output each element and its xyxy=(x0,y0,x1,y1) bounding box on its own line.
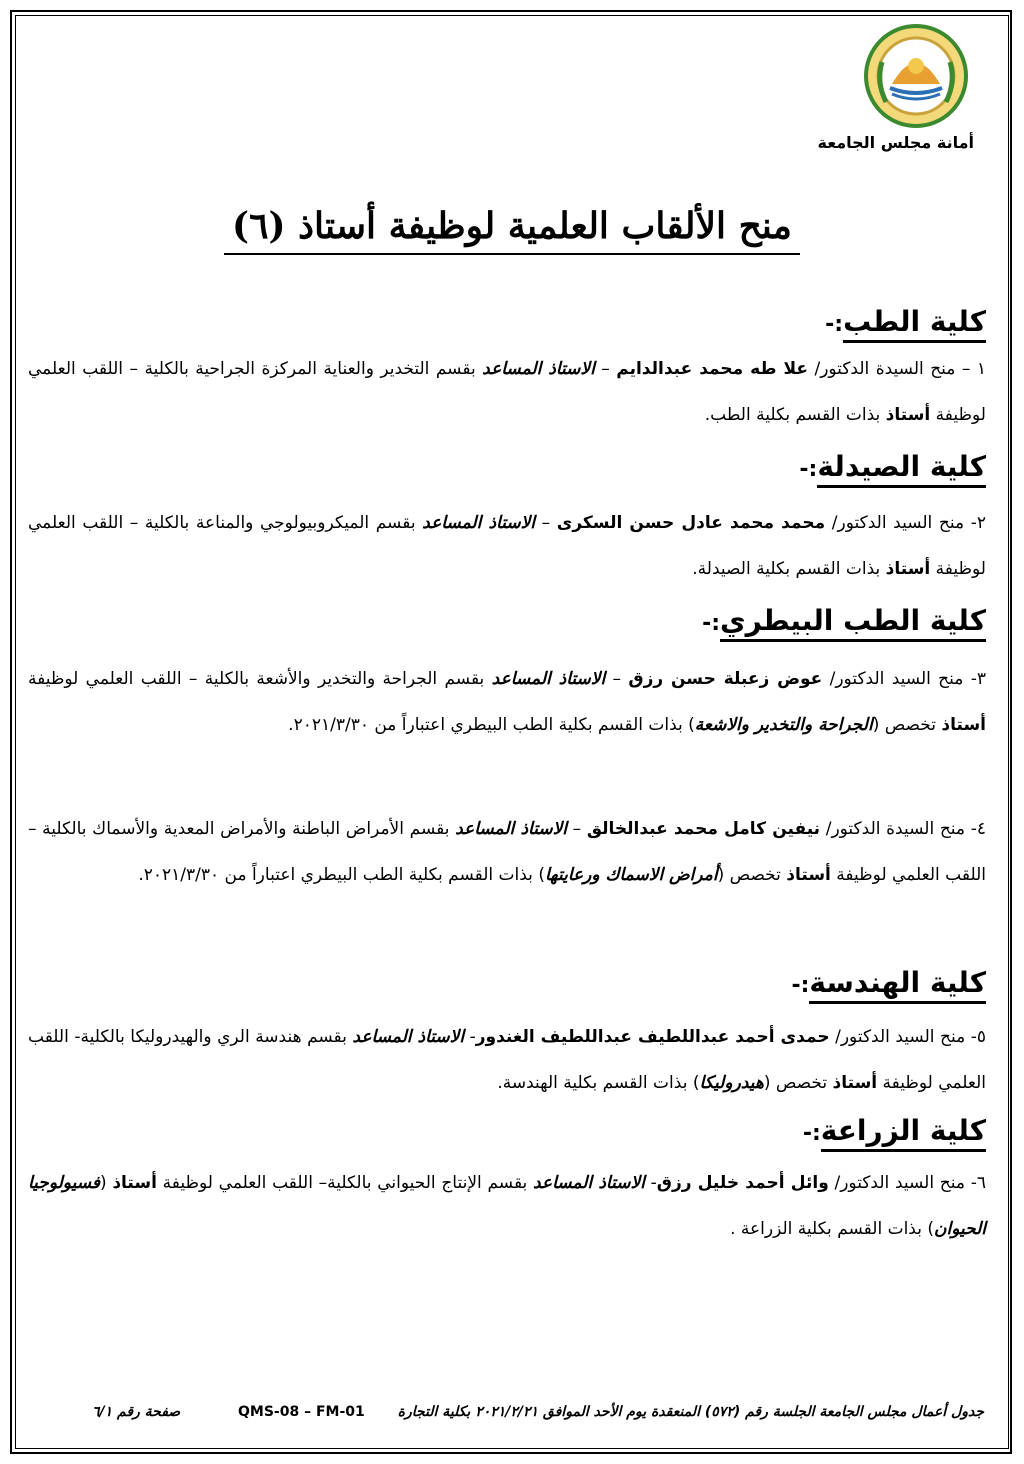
list-item xyxy=(28,806,986,898)
item-text: – xyxy=(535,513,557,533)
item-text: بذات القسم بكلية الطب. xyxy=(704,405,886,425)
section-suffix: :- xyxy=(825,312,844,337)
item-text: – xyxy=(605,669,629,689)
item-text: ) بذات القسم بكلية الزراعة . xyxy=(730,1219,934,1239)
footer-page-label: صفحة رقم xyxy=(117,1404,181,1420)
section-heading-veterinary xyxy=(702,604,986,637)
person-name: حمدى أحمد عبداللطيف عبداللطيف الغندور xyxy=(475,1027,830,1047)
page-title xyxy=(0,205,1024,247)
list-item xyxy=(28,656,986,748)
specialization: هيدروليكا xyxy=(699,1073,764,1093)
footer-form-code: QMS-08 – FM-01 xyxy=(238,1404,365,1420)
item-text: بذات القسم بكلية الصيدلة. xyxy=(692,559,886,579)
item-text: بقسم الميكروبيولوجي والمناعة بالكلية – اللقب العلمي لوظيفة xyxy=(28,513,986,579)
section-heading-engineering xyxy=(791,966,986,999)
item-text: ٥- منح السيد الدكتور/ xyxy=(829,1027,986,1047)
footer-page-number xyxy=(92,1404,180,1420)
item-text: بقسم التخدير والعناية المركزة الجراحية بالكلية – اللقب العلمي لوظيفة xyxy=(28,359,986,425)
new-role: أستاذ xyxy=(832,1073,878,1093)
section-suffix: :- xyxy=(802,1121,821,1146)
new-role: أستاذ xyxy=(885,559,931,579)
section-title: كلية الصيدلة xyxy=(817,450,986,488)
section-title: كلية الطب xyxy=(843,305,986,343)
specialization: الجراحة والتخدير والاشعة xyxy=(694,715,873,735)
section-title: كلية الطب البيطري xyxy=(720,604,986,642)
page-footer xyxy=(40,1404,984,1428)
section-suffix: :- xyxy=(702,611,721,636)
item-text: تخصص ( xyxy=(763,1073,833,1093)
item-text: تخصص ( xyxy=(872,715,942,735)
page-title-text: منح الألقاب العلمية لوظيفة أستاذ (٦) xyxy=(224,205,800,255)
footer-agenda: جدول أعمال مجلس الجامعة الجلسة رقم (٥٧٢) المنعقدة يوم الأحد الموافق ٢٠٢١/٢/٢١ بكلية التجارة xyxy=(397,1404,984,1420)
person-name: علا طه محمد عبدالدايم xyxy=(616,359,808,379)
new-role: أستاذ xyxy=(112,1173,157,1193)
new-role: أستاذ xyxy=(941,715,986,735)
current-title: الاستاذ المساعد xyxy=(533,1173,645,1193)
specialization: أمراض الاسماك ورعايتها xyxy=(544,865,718,885)
item-text: ( xyxy=(99,1173,113,1193)
item-text: ٣- منح السيد الدكتور/ xyxy=(822,669,987,689)
item-text: بقسم الأمراض الباطنة والأمراض المعدية والأسماك بالكلية – اللقب العلمي لوظيفة xyxy=(28,819,986,885)
footer-page-value: ٦/١ xyxy=(92,1404,113,1420)
council-secretariat-label: أمانة مجلس الجامعة xyxy=(817,133,974,152)
item-text: تخصص ( xyxy=(717,865,787,885)
person-name: عوض زعبلة حسن رزق xyxy=(628,669,823,689)
item-text: بقسم الإنتاج الحيواني بالكلية– اللقب العلمي لوظيفة xyxy=(156,1173,533,1193)
university-seal-logo xyxy=(862,22,970,130)
section-suffix: :- xyxy=(799,457,818,482)
list-item xyxy=(28,500,986,592)
section-suffix: :- xyxy=(791,973,810,998)
current-title: الاستاذ المساعد xyxy=(352,1027,465,1047)
new-role: أستاذ xyxy=(786,865,831,885)
item-text: - xyxy=(644,1173,657,1193)
item-text: ٤- منح السيدة الدكتور/ xyxy=(820,819,986,839)
current-title: الاستاذ المساعد xyxy=(491,669,606,689)
section-heading-pharmacy xyxy=(799,450,986,483)
item-text: بقسم هندسة الري والهيدروليكا بالكلية- اللقب العلمي لوظيفة xyxy=(28,1027,986,1093)
item-text: بقسم الجراحة والتخدير والأشعة بالكلية – اللقب العلمي لوظيفة xyxy=(28,669,492,689)
person-name: وائل أحمد خليل رزق xyxy=(656,1173,829,1193)
current-title: الاستاذ المساعد xyxy=(455,819,567,839)
item-text: ) بذات القسم بكلية الطب البيطري اعتباراً من ٢٠٢١/٣/٣٠. xyxy=(288,715,695,735)
item-text: ) بذات القسم بكلية الطب البيطري اعتباراً من ٢٠٢١/٣/٣٠. xyxy=(138,865,545,885)
section-heading-medicine xyxy=(825,305,986,338)
item-text: ٢- منح السيد الدكتور/ xyxy=(825,513,987,533)
current-title: الاستاذ المساعد xyxy=(482,359,595,379)
section-title: كلية الهندسة xyxy=(809,966,986,1004)
item-text: – xyxy=(567,819,587,839)
item-text: ٦- منح السيد الدكتور/ xyxy=(828,1173,986,1193)
list-item xyxy=(28,1160,986,1252)
person-name: نيفين كامل محمد عبدالخالق xyxy=(586,819,821,839)
item-text: ) بذات القسم بكلية الهندسة. xyxy=(497,1073,700,1093)
new-role: أستاذ xyxy=(885,405,931,425)
item-text: - xyxy=(464,1027,476,1047)
section-heading-agriculture xyxy=(803,1114,986,1147)
person-name: محمد محمد عادل حسن السكرى xyxy=(556,513,826,533)
item-text: ١ – منح السيدة الدكتور/ xyxy=(808,359,986,379)
current-title: الاستاذ المساعد xyxy=(422,513,535,533)
list-item xyxy=(28,346,986,438)
item-text: – xyxy=(594,359,617,379)
specialization: فسيولوجيا الحيوان xyxy=(28,1173,986,1239)
section-title: كلية الزراعة xyxy=(821,1114,986,1152)
list-item xyxy=(28,1014,986,1106)
